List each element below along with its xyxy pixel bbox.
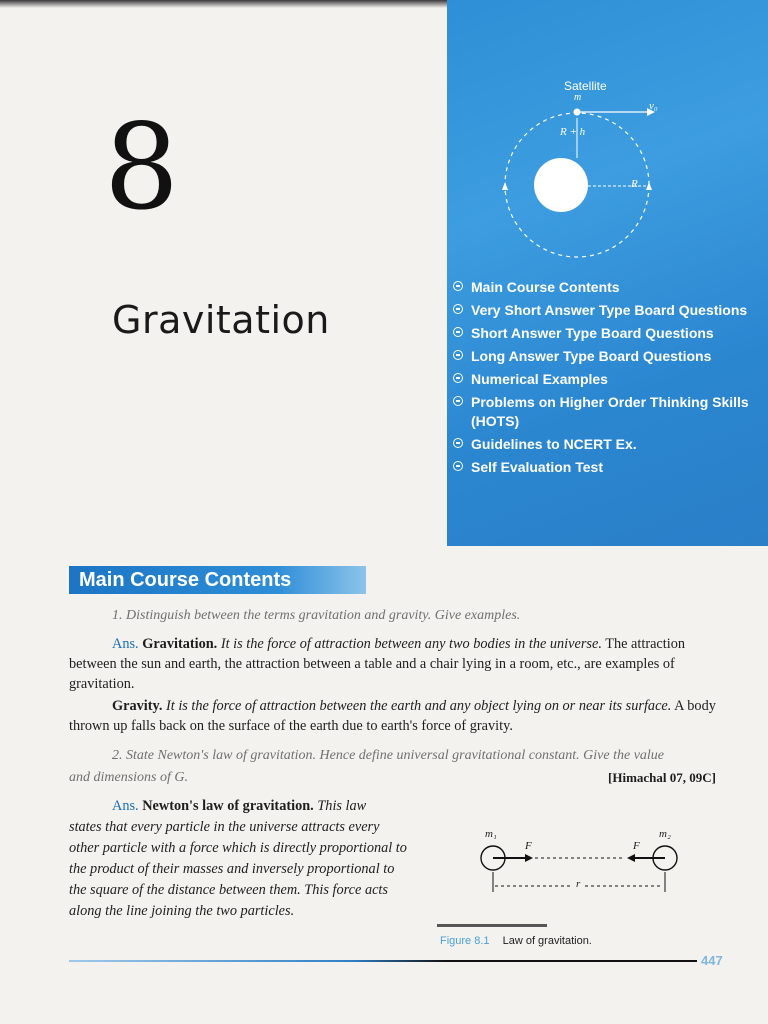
answer-2: Ans. Newton's law of gravitation. This law states that every particle in the universe attracts every other particle with a force which is directly proportional to the product of their masses and inversely proportional to the square of the distance between them. This force acts along the line joining the two particles. — [69, 798, 407, 919]
arrow-bullet-icon — [453, 327, 463, 337]
earth-disc — [534, 158, 588, 212]
figure-caption — [440, 935, 592, 947]
arrow-bullet-icon — [453, 350, 463, 360]
contents-item: Short Answer Type Board Questions — [451, 324, 765, 343]
chapter-contents-panel — [447, 0, 768, 546]
force-label-2: F — [633, 840, 640, 852]
contents-list — [451, 278, 765, 481]
figure-number: Figure 8.1 — [440, 935, 490, 947]
page-number: 447 — [701, 953, 723, 968]
definition-gravity: It is the force of attraction between the earth and any object lying on or near its surface. — [166, 698, 672, 714]
orbit-arrow-right — [646, 182, 652, 190]
term-gravity: Gravity. — [112, 698, 163, 714]
exam-reference: [Himachal 07, 09C] — [608, 770, 716, 785]
arrow-bullet-icon — [453, 281, 463, 291]
velocity-label: v₀ — [649, 100, 658, 112]
satellite-dot — [574, 109, 581, 116]
question-2-line-1: 2. State Newton's law of gravitation. Hence define universal gravitational constant. Give the value — [112, 748, 665, 763]
term-newtons-law: Newton's law of gravitation. — [142, 798, 314, 814]
arrow-bullet-icon — [453, 461, 463, 471]
answer-1-gravity: Gravity. It is the force of attraction between the earth and any object lying on or near its surface. A body thrown up falls back on the surface of the earth due to earth's force of gravity. — [69, 698, 716, 734]
satellite-label: Satellite — [564, 79, 607, 93]
figure-caption-rule — [437, 924, 547, 927]
contents-item: Numerical Examples — [451, 370, 765, 389]
arrow-bullet-icon — [453, 438, 463, 448]
chapter-number: 8 — [104, 98, 180, 236]
law-of-gravitation-figure — [475, 828, 705, 908]
orbit-radius-label: R + h — [560, 126, 586, 138]
arrow-bullet-icon — [453, 304, 463, 314]
contents-item: Very Short Answer Type Board Questions — [451, 301, 765, 320]
mass-2-label: m₂ — [659, 828, 671, 840]
contents-item: Long Answer Type Board Questions — [451, 347, 765, 366]
earth-radius-label: R — [631, 178, 638, 190]
chapter-title: Gravitation — [112, 298, 330, 342]
figure-caption-text: Law of gravitation. — [502, 935, 592, 947]
two-masses-diagram — [475, 828, 705, 908]
footer-rule — [69, 960, 697, 962]
orbit-arrow-left — [502, 182, 508, 190]
distance-label: r — [576, 878, 581, 890]
arrow-bullet-icon — [453, 373, 463, 383]
answer-label: Ans. — [112, 798, 139, 814]
term-gravitation: Gravitation. — [142, 636, 218, 652]
contents-item: Main Course Contents — [451, 278, 765, 297]
satellite-mass-label: m — [574, 92, 582, 103]
arrow-bullet-icon — [453, 396, 463, 406]
contents-item: Self Evaluation Test — [451, 458, 765, 477]
answer-label: Ans. — [112, 636, 139, 652]
force-label-1: F — [525, 840, 532, 852]
contents-item: Guidelines to NCERT Ex. — [451, 435, 765, 454]
answer-1-gravitation: Ans. Gravitation. It is the force of attraction between any two bodies in the universe. The attraction between the sun and earth, the attraction between a table and a chair lying in a room, etc., are examples of gravitation. — [69, 636, 686, 692]
mass-1-label: m₁ — [485, 828, 497, 840]
definition-gravitation: It is the force of attraction between any two bodies in the universe. — [220, 636, 602, 652]
section-banner: Main Course Contents — [69, 566, 366, 594]
question-1: 1. Distinguish between the terms gravitation and gravity. Give examples. — [112, 608, 521, 623]
contents-item: Problems on Higher Order Thinking Skills (HOTS) — [451, 393, 765, 431]
question-2-line-2: and dimensions of G. — [69, 770, 188, 785]
